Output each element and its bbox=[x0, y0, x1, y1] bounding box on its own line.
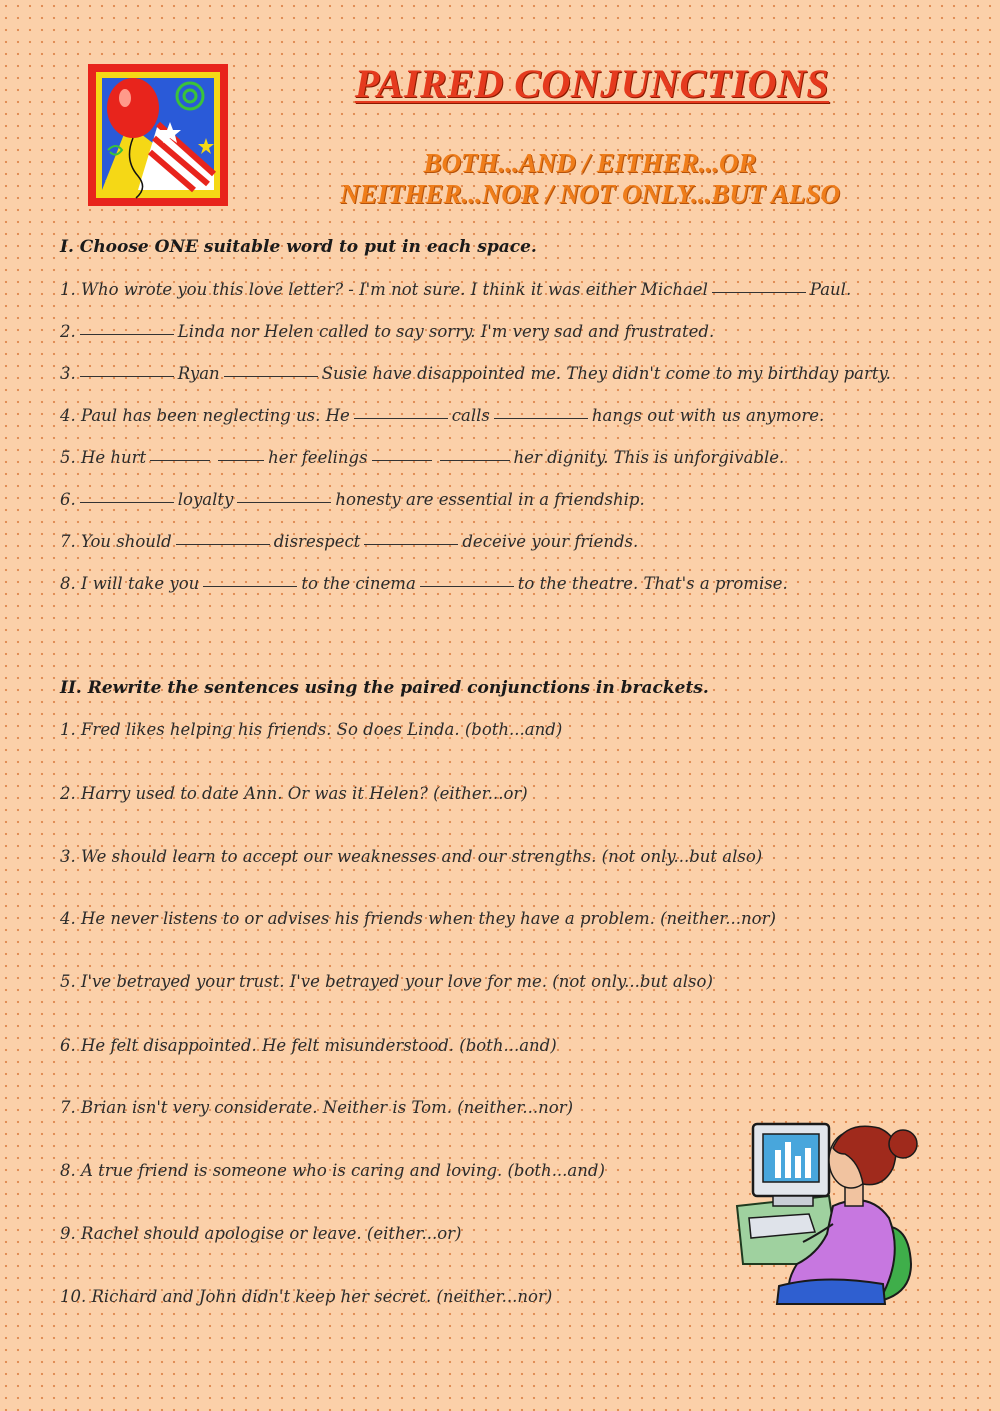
exercise-1-item-4: 4. Paul has been neglecting us. He calls hangs out with us anymore. bbox=[60, 406, 825, 425]
answer-blank[interactable] bbox=[224, 375, 318, 377]
exercise-2-item-5: 5. I've betrayed your trust. I've betrayed your love for me. (not only...but also) bbox=[60, 972, 713, 991]
answer-blank[interactable] bbox=[440, 459, 510, 461]
exercise-2-item-6: 6. He felt disappointed. He felt misunderstood. (both...and) bbox=[60, 1036, 557, 1055]
answer-blank[interactable] bbox=[80, 333, 174, 335]
answer-blank[interactable] bbox=[364, 543, 458, 545]
subtitle-line-1: BOTH...AND / EITHER...OR bbox=[423, 148, 757, 178]
exercise-1-item-3: 3. Ryan Susie have disappointed me. They didn't come to my birthday party. bbox=[60, 364, 891, 383]
answer-blank[interactable] bbox=[203, 585, 297, 587]
exercise-2-item-3: 3. We should learn to accept our weaknesses and our strengths. (not only...but also) bbox=[60, 847, 763, 866]
answer-blank[interactable] bbox=[237, 501, 331, 503]
answer-blank[interactable] bbox=[712, 291, 806, 293]
party-balloon-clipart bbox=[88, 64, 228, 206]
section-2-instruction: II. Rewrite the sentences using the paired conjunctions in brackets. bbox=[60, 678, 709, 698]
answer-blank[interactable] bbox=[150, 459, 210, 461]
exercise-2-item-9: 9. Rachel should apologise or leave. (either...or) bbox=[60, 1224, 462, 1243]
exercise-2-item-10: 10. Richard and John didn't keep her secret. (neither...nor) bbox=[60, 1287, 553, 1306]
exercise-1-item-6: 6. loyalty honesty are essential in a friendship. bbox=[60, 490, 645, 509]
answer-blank[interactable] bbox=[80, 375, 174, 377]
exercise-1-item-7: 7. You should disrespect deceive your friends. bbox=[60, 532, 639, 551]
answer-blank[interactable] bbox=[494, 417, 588, 419]
answer-blank[interactable] bbox=[372, 459, 432, 461]
woman-at-computer-clipart bbox=[733, 1114, 923, 1306]
answer-blank[interactable] bbox=[354, 417, 448, 419]
answer-blank[interactable] bbox=[420, 585, 514, 587]
exercise-1-item-1: 1. Who wrote you this love letter? - I'm not sure. I think it was either Michael Paul. bbox=[60, 280, 852, 299]
exercise-2-item-4: 4. He never listens to or advises his friends when they have a problem. (neither...nor) bbox=[60, 909, 776, 928]
exercise-1-item-5: 5. He hurt her feelings her dignity. This is unforgivable. bbox=[60, 448, 785, 467]
exercise-1-item-2: 2. Linda nor Helen called to say sorry. I'm very sad and frustrated. bbox=[60, 322, 715, 341]
subtitle-line-2: NEITHER...NOR / NOT ONLY...BUT ALSO bbox=[339, 179, 840, 209]
answer-blank[interactable] bbox=[218, 459, 264, 461]
exercise-2-item-1: 1. Fred likes helping his friends. So does Linda. (both...and) bbox=[60, 720, 563, 739]
exercise-2-item-2: 2. Harry used to date Ann. Or was it Helen? (either...or) bbox=[60, 784, 528, 803]
section-1-instruction: I. Choose ONE suitable word to put in each space. bbox=[60, 237, 537, 257]
page-title: PAIRED CONJUNCTIONS bbox=[354, 61, 830, 106]
exercise-1-item-8: 8. I will take you to the cinema to the theatre. That's a promise. bbox=[60, 574, 788, 593]
answer-blank[interactable] bbox=[176, 543, 270, 545]
exercise-2-item-8: 8. A true friend is someone who is caring and loving. (both...and) bbox=[60, 1161, 605, 1180]
exercise-2-item-7: 7. Brian isn't very considerate. Neither is Tom. (neither...nor) bbox=[60, 1098, 574, 1117]
answer-blank[interactable] bbox=[80, 501, 174, 503]
